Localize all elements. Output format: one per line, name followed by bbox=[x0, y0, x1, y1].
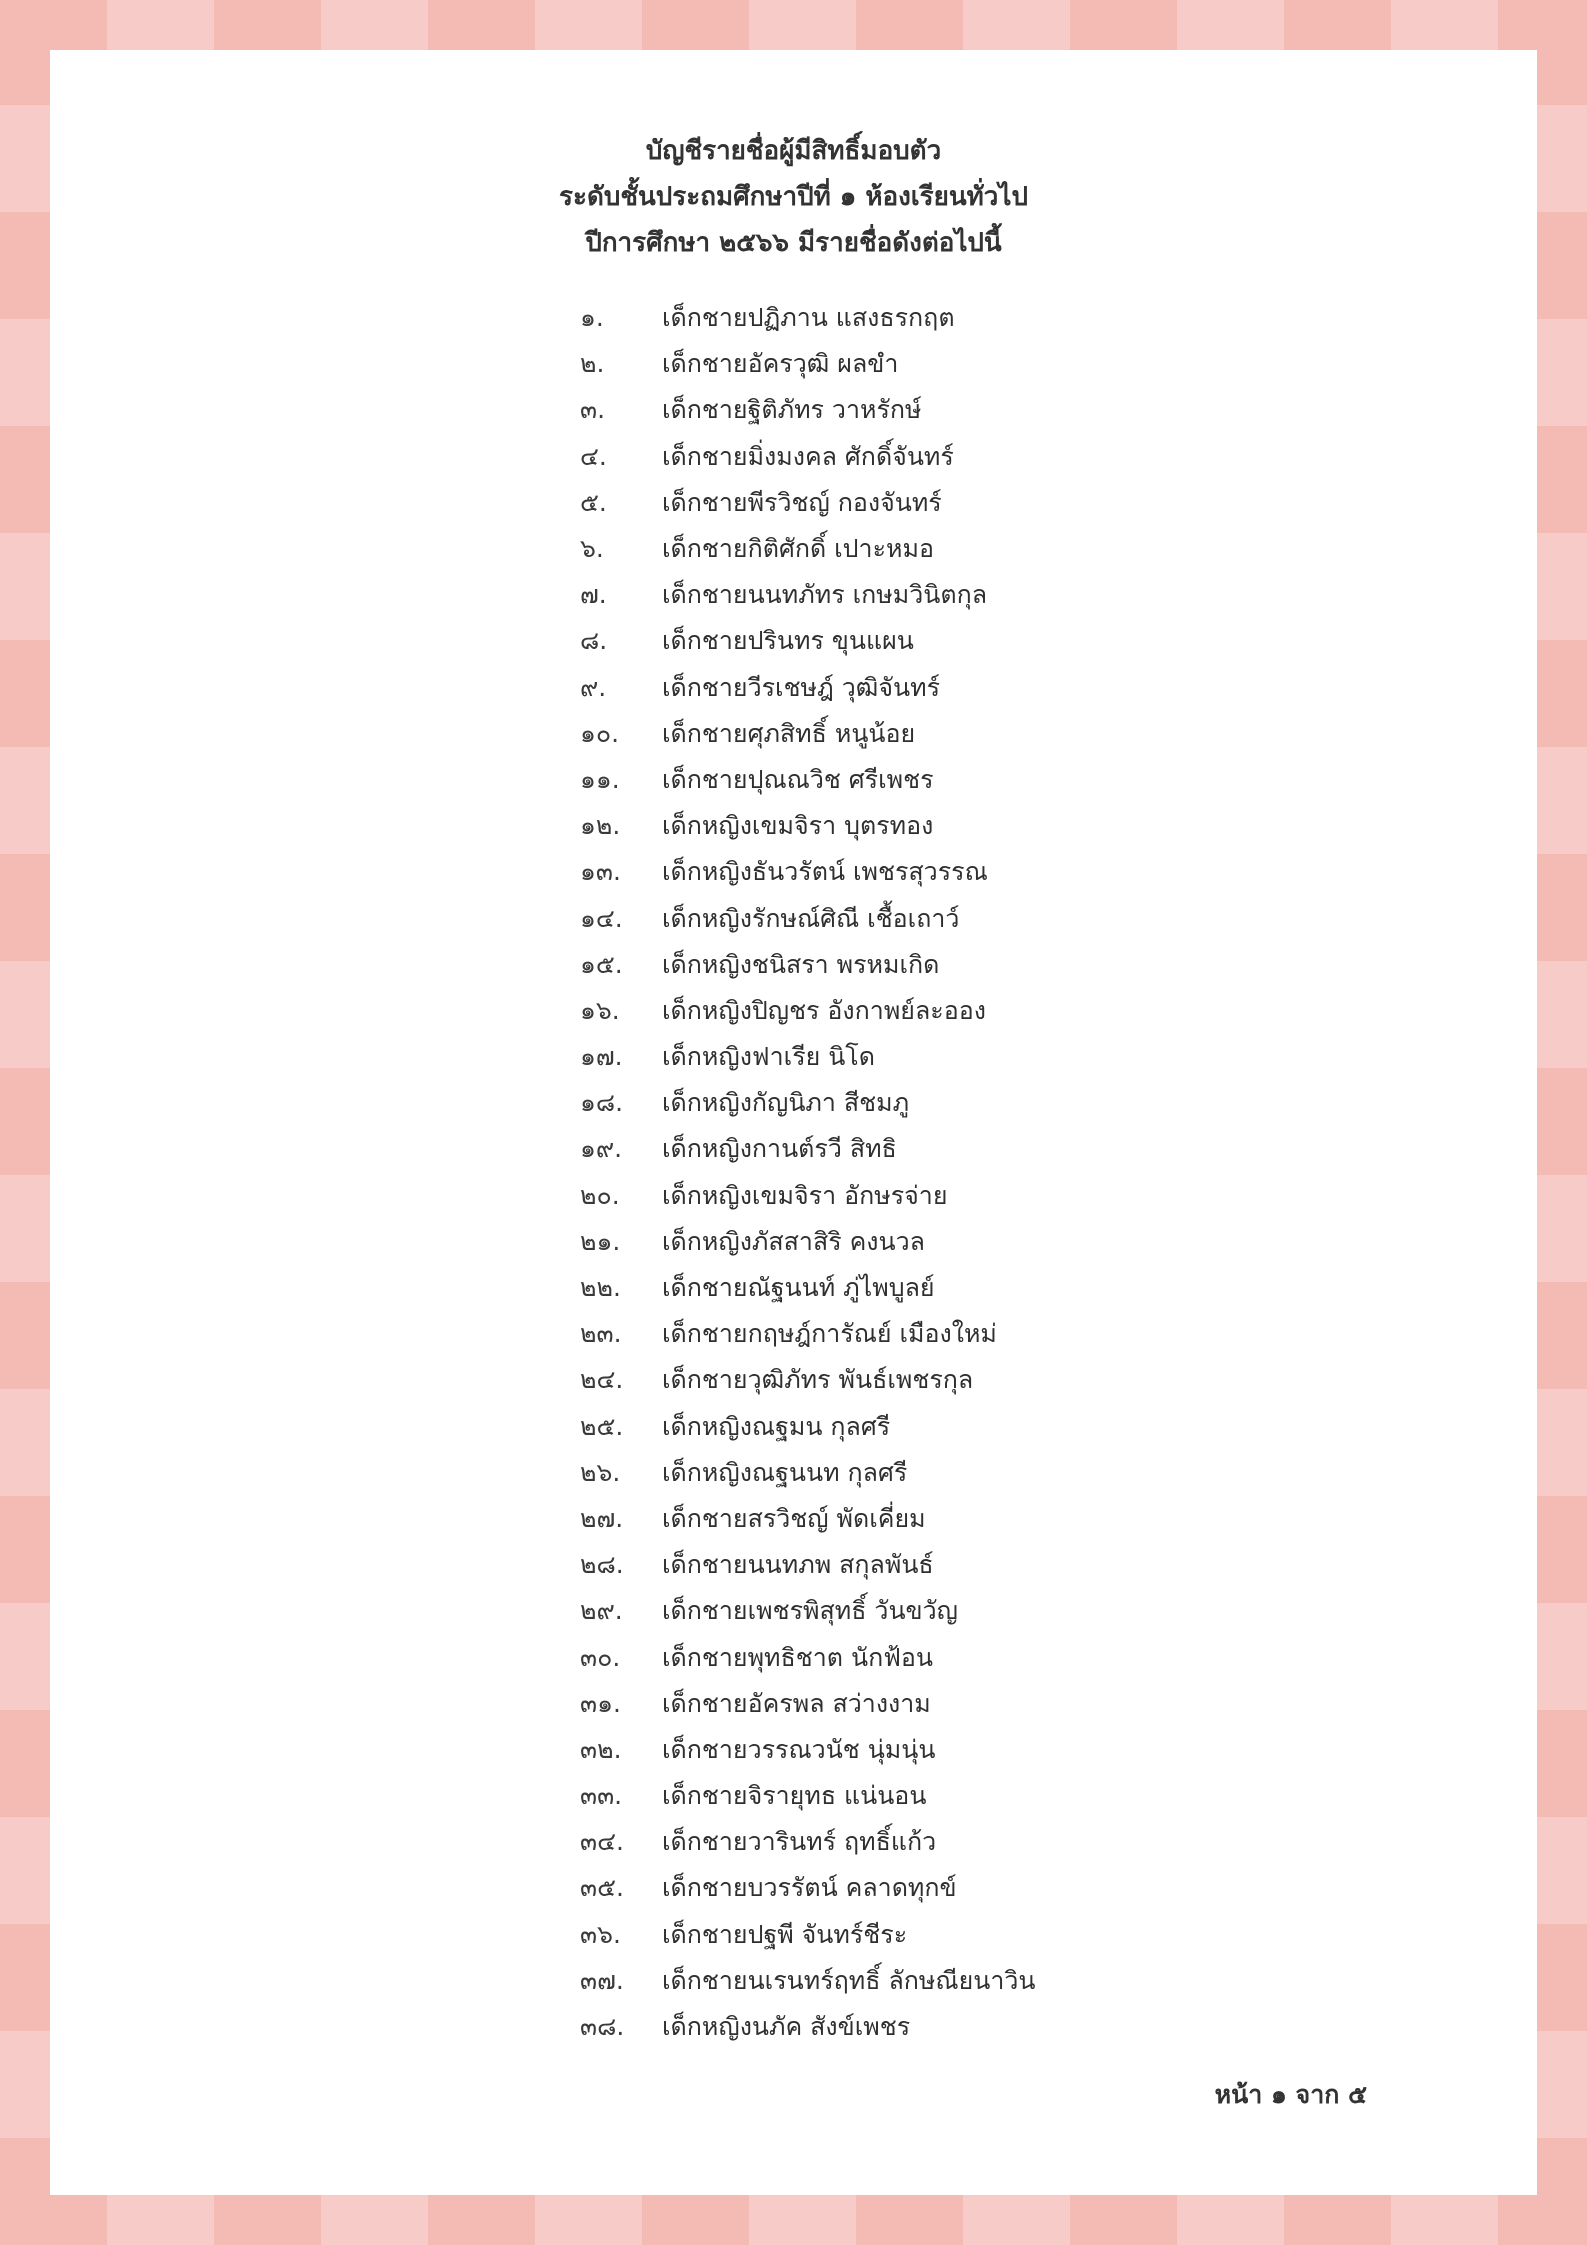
document-header bbox=[50, 128, 1537, 266]
list-item-number: ๓๖. bbox=[580, 1919, 621, 1949]
list-item-name: เด็กชายบวรรัตน์ คลาดทุกข์ bbox=[662, 1873, 957, 1903]
list-item-name: เด็กหญิงปิญชร อังกาพย์ละออง bbox=[662, 995, 986, 1025]
list-item bbox=[580, 341, 1036, 387]
list-item-number: ๓๑. bbox=[580, 1688, 621, 1718]
list-item-number: ๓๗. bbox=[580, 1965, 624, 1995]
list-item-name: เด็กชายวีรเชษฎ์ วุฒิจันทร์ bbox=[662, 672, 941, 702]
list-item-name: เด็กชายกฤษฎ์การัณย์ เมืองใหม่ bbox=[662, 1319, 997, 1349]
list-item-name: เด็กหญิงกานต์รวี สิทธิ bbox=[662, 1134, 897, 1164]
list-item-number: ๒๗. bbox=[580, 1503, 624, 1533]
list-item bbox=[580, 1865, 1036, 1911]
list-item-number: ๔. bbox=[580, 441, 607, 471]
page-number: หน้า ๑ จาก ๕ bbox=[1214, 2080, 1367, 2109]
list-item bbox=[580, 526, 1036, 572]
list-item-name: เด็กหญิงกัญนิภา สีชมภู bbox=[662, 1088, 910, 1118]
list-item-name: เด็กชายเพชรพิสุทธิ์ วันขวัญ bbox=[662, 1596, 958, 1626]
list-item-name: เด็กชายพุทธิชาต นักฟ้อน bbox=[662, 1642, 934, 1672]
list-item-number: ๗. bbox=[580, 580, 607, 610]
list-item-name: เด็กชายอัครพล สว่างงาม bbox=[662, 1688, 931, 1718]
list-item bbox=[580, 480, 1036, 526]
list-item bbox=[580, 1034, 1036, 1080]
list-item-name: เด็กชายฐิติภัทร วาหรักษ์ bbox=[662, 395, 922, 425]
list-item-name: เด็กหญิงเขมจิรา อักษรจ่าย bbox=[662, 1180, 948, 1210]
list-item-number: ๒๕. bbox=[580, 1411, 624, 1441]
list-item-name: เด็กชายอัครวุฒิ ผลขำ bbox=[662, 349, 899, 379]
list-item bbox=[580, 1265, 1036, 1311]
list-item bbox=[580, 849, 1036, 895]
list-item bbox=[580, 618, 1036, 664]
list-item-number: ๙. bbox=[580, 672, 607, 702]
list-item-name: เด็กชายกิติศักดิ์ เปาะหมอ bbox=[662, 534, 934, 564]
list-item-number: ๒๙. bbox=[580, 1596, 623, 1626]
list-item-number: ๓๐. bbox=[580, 1642, 621, 1672]
title-line-3: ปีการศึกษา ๒๕๖๖ มีรายชื่อดังต่อไปนี้ bbox=[585, 228, 1002, 258]
list-item-number: ๒๖. bbox=[580, 1457, 621, 1487]
title-line-2: ระดับชั้นประถมศึกษาปีที่ ๑ ห้องเรียนทั่วไป bbox=[559, 182, 1028, 212]
list-item-number: ๓๒. bbox=[580, 1734, 622, 1764]
list-item-number: ๑. bbox=[580, 303, 604, 333]
list-item-number: ๑๒. bbox=[580, 811, 621, 841]
list-item-name: เด็กหญิงชนิสรา พรหมเกิด bbox=[662, 949, 940, 979]
list-item bbox=[580, 803, 1036, 849]
list-item-name: เด็กหญิงนภัค สังข์เพชร bbox=[662, 2012, 911, 2042]
list-item-number: ๒๑. bbox=[580, 1226, 621, 1256]
list-item bbox=[580, 1496, 1036, 1542]
list-item-number: ๑๑. bbox=[580, 764, 620, 794]
list-item-name: เด็กหญิงณฐนนท กุลศรี bbox=[662, 1457, 908, 1487]
list-item-name: เด็กชายนนทภพ สกุลพันธ์ bbox=[662, 1550, 934, 1580]
list-item bbox=[580, 1773, 1036, 1819]
list-item-name: เด็กหญิงฟาเรีย นิโด bbox=[662, 1042, 875, 1072]
list-item bbox=[580, 757, 1036, 803]
list-item-name: เด็กหญิงภัสสาสิริ คงนวล bbox=[662, 1226, 925, 1256]
list-item-name: เด็กชายสรวิชญ์ พัดเคี่ยม bbox=[662, 1503, 926, 1533]
list-item-number: ๒๔. bbox=[580, 1365, 624, 1395]
list-item-number: ๑๖. bbox=[580, 995, 620, 1025]
list-item bbox=[580, 1450, 1036, 1496]
list-item-name: เด็กชายจิรายุทธ แน่นอน bbox=[662, 1781, 927, 1811]
list-item-number: ๒. bbox=[580, 349, 605, 379]
list-item-name: เด็กชายวารินทร์ ฤทธิ์แก้ว bbox=[662, 1827, 937, 1857]
list-item-number: ๒๓. bbox=[580, 1319, 622, 1349]
list-item bbox=[580, 988, 1036, 1034]
list-item-number: ๑๙. bbox=[580, 1134, 623, 1164]
list-item bbox=[580, 665, 1036, 711]
list-item-name: เด็กชายนเรนทร์ฤทธิ์ ลักษณียนาวิน bbox=[662, 1965, 1036, 1995]
list-item-name: เด็กหญิงธันวรัตน์ เพชรสุวรรณ bbox=[662, 857, 988, 887]
list-item bbox=[580, 1173, 1036, 1219]
list-item bbox=[580, 572, 1036, 618]
list-item-name: เด็กชายพีรวิชญ์ กองจันทร์ bbox=[662, 487, 942, 517]
list-item-name: เด็กหญิงรักษณ์ศิณี เชื้อเถาว์ bbox=[662, 903, 960, 933]
list-item-number: ๒๒. bbox=[580, 1273, 621, 1303]
title-line-1: บัญชีรายชื่อผู้มีสิทธิ์มอบตัว bbox=[645, 136, 942, 166]
list-item-name: เด็กหญิงเขมจิรา บุตรทอง bbox=[662, 811, 934, 841]
list-item-name: เด็กชายปุณณวิช ศรีเพชร bbox=[662, 764, 934, 794]
list-item-number: ๒๐. bbox=[580, 1180, 620, 1210]
list-item-number: ๓๔. bbox=[580, 1827, 624, 1857]
list-item-name: เด็กชายมิ่งมงคล ศักดิ์จันทร์ bbox=[662, 441, 954, 471]
list-item-number: ๑๗. bbox=[580, 1042, 623, 1072]
list-item-number: ๓๕. bbox=[580, 1873, 624, 1903]
list-item bbox=[580, 1912, 1036, 1958]
list-item bbox=[580, 1681, 1036, 1727]
list-item bbox=[580, 711, 1036, 757]
list-item bbox=[580, 295, 1036, 341]
list-item bbox=[580, 387, 1036, 433]
list-item bbox=[580, 1588, 1036, 1634]
document-page bbox=[50, 50, 1537, 2195]
list-item-number: ๓๘. bbox=[580, 2012, 625, 2042]
list-item-number: ๑๐. bbox=[580, 718, 620, 748]
list-item-name: เด็กหญิงณฐมน กุลศรี bbox=[662, 1411, 891, 1441]
list-item bbox=[580, 2004, 1036, 2050]
list-item-number: ๓๓. bbox=[580, 1781, 623, 1811]
list-item-name: เด็กชายณัฐนนท์ ภู่ไพบูลย์ bbox=[662, 1273, 935, 1303]
list-item bbox=[580, 1404, 1036, 1450]
list-item-name: เด็กชายปรินทร ขุนแผน bbox=[662, 626, 914, 656]
list-item-number: ๓. bbox=[580, 395, 606, 425]
list-item-name: เด็กชายศุภสิทธิ์ หนูน้อย bbox=[662, 718, 916, 748]
list-item bbox=[580, 1542, 1036, 1588]
list-item-name: เด็กชายวรรณวนัช นุ่มนุ่น bbox=[662, 1734, 936, 1764]
list-item-number: ๑๘. bbox=[580, 1088, 624, 1118]
list-item-name: เด็กชายปฏิภาน แสงธรกฤต bbox=[662, 303, 955, 333]
list-item bbox=[580, 1727, 1036, 1773]
list-item bbox=[580, 1126, 1036, 1172]
list-item-number: ๖. bbox=[580, 534, 604, 564]
list-item-number: ๑๓. bbox=[580, 857, 621, 887]
list-item-number: ๑๕. bbox=[580, 949, 623, 979]
list-item bbox=[580, 1357, 1036, 1403]
list-item bbox=[580, 1080, 1036, 1126]
list-item bbox=[580, 942, 1036, 988]
list-item-number: ๑๔. bbox=[580, 903, 623, 933]
list-item bbox=[580, 434, 1036, 480]
list-item bbox=[580, 1311, 1036, 1357]
list-item-number: ๘. bbox=[580, 626, 608, 656]
list-item bbox=[580, 1958, 1036, 2004]
student-list bbox=[580, 295, 1036, 2050]
list-item bbox=[580, 1819, 1036, 1865]
list-item-name: เด็กชายวุฒิภัทร พันธ์เพชรกุล bbox=[662, 1365, 974, 1395]
list-item bbox=[580, 1219, 1036, 1265]
list-item bbox=[580, 1634, 1036, 1680]
list-item-number: ๒๘. bbox=[580, 1550, 624, 1580]
list-item-name: เด็กชายปฐพี จันทร์ชีระ bbox=[662, 1919, 908, 1949]
list-item bbox=[580, 895, 1036, 941]
list-item-number: ๕. bbox=[580, 487, 607, 517]
list-item-name: เด็กชายนนทภัทร เกษมวินิตกุล bbox=[662, 580, 988, 610]
